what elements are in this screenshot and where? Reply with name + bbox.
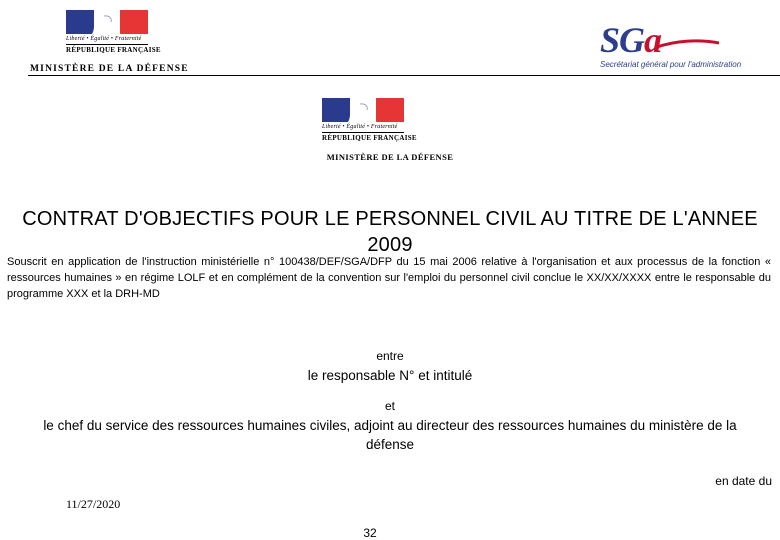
republique-francaise-logo-center <box>322 98 417 142</box>
tricolor-flag-icon <box>322 98 404 122</box>
sga-tagline: Secrétariat général pour l'administration <box>600 60 742 69</box>
ministry-header-text: MINISTÈRE DE LA DÉFENSE <box>30 64 189 74</box>
page-number: 32 <box>363 526 377 540</box>
tricolor-flag-icon <box>66 10 148 34</box>
republic-motto: Liberté • Égalité • Fraternité <box>66 36 142 42</box>
republic-motto: Liberté • Égalité • Fraternité <box>322 124 398 130</box>
republic-name: RÉPUBLIQUE FRANÇAISE <box>66 46 161 54</box>
sga-logo <box>600 22 760 69</box>
republique-francaise-logo <box>66 10 161 54</box>
responsible-party: le responsable N° et intitulé <box>307 368 473 383</box>
sga-letter-a: a <box>644 20 662 60</box>
republic-name: RÉPUBLIQUE FRANÇAISE <box>322 134 417 142</box>
date-value: 11/27/2020 <box>66 497 121 511</box>
header-divider <box>28 75 780 76</box>
hr-chief-party: le chef du service des ressources humaines civiles, adjoint au directeur des ressources humaines du ministère de la défense <box>43 418 737 452</box>
document-title: CONTRAT D'OBJECTIFS POUR LE PERSONNEL CIVIL AU TITRE DE L'ANNEE 2009 <box>22 208 758 256</box>
and-label: et <box>384 399 395 413</box>
date-label: en date du <box>715 474 772 488</box>
preamble-paragraph: Souscrit en application de l'instruction ministérielle n° 100438/DEF/SGA/DFP du 15 mai 2006 relative à l'organisation et aux processus de la fonction « ressources humaines » en régime LOLF et en complément de la convention sur l'emploi du personnel civil conclue le XX/XX/XXXX entre le responsable du programme XXX et la DRH-MD <box>7 256 771 300</box>
ministry-subtitle: MINISTÈRE DE LA DÉFENSE <box>326 152 454 162</box>
sga-logo-letters <box>600 22 760 58</box>
sga-letters-sg: SG <box>600 20 645 60</box>
sga-swoosh-icon <box>657 37 719 51</box>
between-label: entre <box>376 349 404 363</box>
